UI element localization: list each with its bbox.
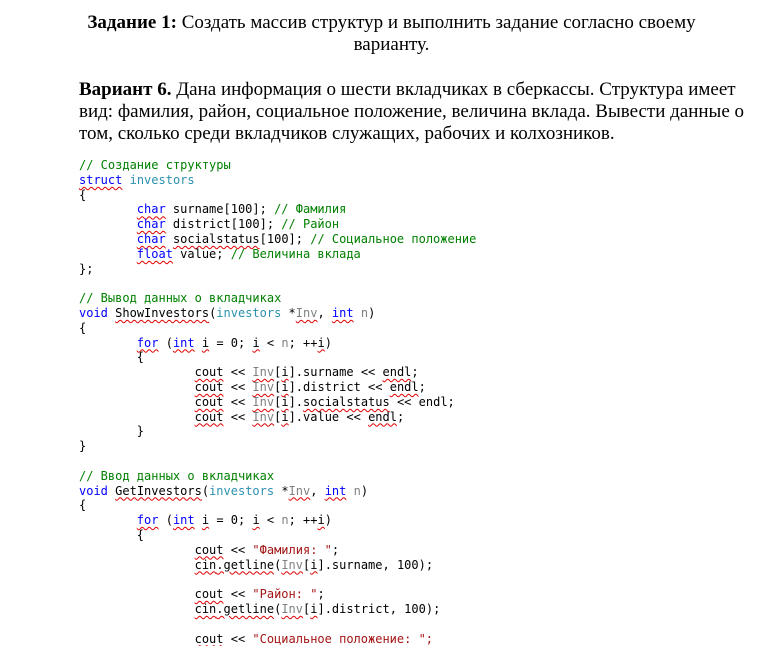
code-line: // Создание структуры (79, 158, 476, 173)
variant-paragraph (79, 79, 749, 145)
code-line: } (79, 439, 476, 454)
variant-text: Дана информация о шести вкладчиках в сберкассы. Структура имеет вид: фамилия, район, социальное положение, величина вклада. Вывести данные о том, сколько среди вкладчиков служащих, рабочих и колхозников. (79, 79, 744, 144)
code-line: for (int i = 0; i < n; ++i) (79, 336, 476, 351)
code-line: // Вывод данных о вкладчиках (79, 291, 476, 306)
code-line: cout << "Фамилия: "; (79, 543, 476, 558)
code-line: cout << Inv[i].surname << endl; (79, 365, 476, 380)
code-line: } (79, 424, 476, 439)
task-text-2: варианту. (354, 34, 430, 55)
code-line: struct investors (79, 173, 476, 188)
code-line: { (79, 528, 476, 543)
code-line: for (int i = 0; i < n; ++i) (79, 513, 476, 528)
code-line: char socialstatus[100]; // Социальное положение (79, 232, 476, 247)
code-line: cin.getline(Inv[i].surname, 100); (79, 558, 476, 573)
code-line: void GetInvestors(investors *Inv, int n) (79, 484, 476, 499)
code-line (79, 617, 476, 632)
code-line: { (79, 498, 476, 513)
code-line (79, 454, 476, 469)
code-line: // Ввод данных о вкладчиках (79, 469, 476, 484)
code-line: float value; // Величина вклада (79, 247, 476, 262)
code-line (79, 276, 476, 291)
code-listing (79, 158, 476, 646)
task-text: Создать массив структур и выполнить задание согласно своему (182, 12, 696, 33)
code-line: { (79, 350, 476, 365)
task-heading (0, 12, 783, 56)
code-line: char district[100]; // Район (79, 217, 476, 232)
code-line: cout << "Район: "; (79, 587, 476, 602)
code-line: cin.getline(Inv[i].district, 100); (79, 602, 476, 617)
code-line (79, 572, 476, 587)
code-line: cout << Inv[i].district << endl; (79, 380, 476, 395)
code-line: cout << "Социальное положение: "; (79, 632, 476, 646)
task-label: Задание 1: (87, 12, 177, 33)
code-line: cout << Inv[i].value << endl; (79, 410, 476, 425)
code-line: void ShowInvestors(investors *Inv, int n) (79, 306, 476, 321)
code-line: cout << Inv[i].socialstatus << endl; (79, 395, 476, 410)
variant-label: Вариант 6. (79, 79, 171, 100)
code-line: { (79, 321, 476, 336)
code-line: { (79, 188, 476, 203)
code-line: }; (79, 262, 476, 277)
code-line: char surname[100]; // Фамилия (79, 202, 476, 217)
